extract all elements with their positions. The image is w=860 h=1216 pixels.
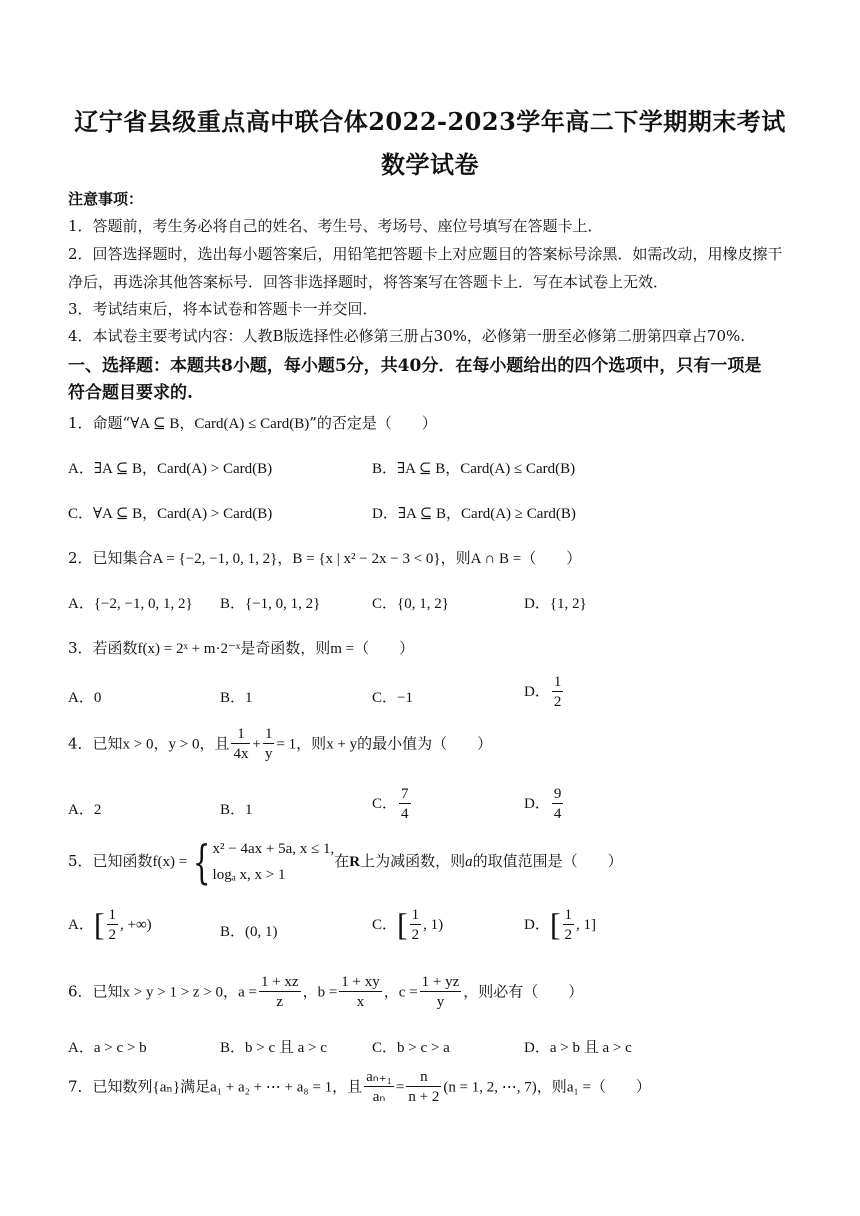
q4-fraction-2: $\frac{1}{y}$ — [264, 726, 273, 762]
q1-option-d: D．∃A ⊆ B，Card(A) ≥ Card(B) — [372, 506, 576, 522]
q4-option-a: A．2 — [68, 802, 102, 818]
q5-case-2: logₐ x, x > 1 — [212, 867, 286, 883]
q1-math: ∀A ⊆ B，Card(A) ≤ Card(B) — [130, 416, 310, 432]
q7-sum: a₁ + a₂ + ⋯ + a₈ = 1 — [210, 1079, 333, 1096]
q3-mid: 是奇函数，则 — [240, 639, 331, 657]
section-heading-line2: 符合题目要求的. — [68, 383, 193, 403]
q3-function: f(x) = 2ˣ + m·2⁻ˣ — [137, 641, 241, 657]
q4-eq: = 1 — [276, 736, 297, 753]
exam-title: 辽宁省县级重点高中联合体2022-2023学年高二下学期期末考试 — [74, 107, 786, 136]
q3-d-fraction: $\frac{1}{2}$ — [553, 674, 562, 710]
notice-heading: 注意事项： — [68, 190, 144, 208]
q5-option-c: C．[ $\frac{1}{2}$ , 1) — [372, 906, 444, 944]
q1-prefix: 1．命题“ — [68, 414, 131, 432]
q2-set-a: A = {−2, −1, 0, 1, 2} — [152, 551, 278, 567]
q3-suffix: （ ） — [354, 639, 415, 657]
q5-brace: { — [193, 835, 211, 889]
q3-option-d — [524, 673, 565, 712]
q4-mid2: ，则 — [296, 734, 327, 753]
q7-sequence: {aₙ} — [152, 1079, 181, 1096]
q4-option-b: B．1 — [220, 802, 253, 818]
q4-expr: x + y — [326, 736, 358, 753]
q2-option-c: C．{0, 1, 2} — [372, 596, 449, 612]
q2-suffix: （ ） — [521, 549, 582, 567]
exam-subtitle: 数学试卷 — [381, 150, 479, 179]
q1-option-b: B．∃A ⊆ B，Card(A) ≤ Card(B) — [372, 461, 576, 477]
q5-mid2: 上为减函数，则 — [360, 852, 466, 870]
q5-prefix: 5．已知函数 — [68, 852, 153, 870]
q2-mid: ，则 — [440, 549, 471, 567]
question-2-stem: 2．已知集合A = {−2, −1, 0, 1, 2}，B = {x | x² − 2x − 3 < 0}，则A ∩ B =（ ） — [68, 549, 582, 567]
q7-ratio-fraction: $\frac{\text{aₙ₊₁}}{\text{aₙ}}$ — [366, 1069, 392, 1105]
q5-case-1: x² − 4ax + 5a, x ≤ 1, — [212, 841, 335, 857]
q1-option-a: A．∃A ⊆ B，Card(A) > Card(B) — [68, 461, 273, 477]
q6-option-a: A．a > c > b — [68, 1040, 147, 1056]
question-6-stem: 6．已知x > y > 1 > z > 0，a = $\frac{1 + xz}{z}$ ，b = $\frac{1 + xy}{x}$ ，c = $\frac{1 + yz}{y}$ ，则必有（ ） — [68, 974, 584, 1010]
q5-option-b: B．(0, 1) — [220, 924, 278, 940]
q4-mid1: ，且 — [199, 734, 230, 753]
q1-suffix: ”的否定是（ ） — [309, 414, 437, 432]
q2-intersection: A ∩ B = — [470, 551, 522, 567]
q2-option-d: D．{1, 2} — [524, 596, 587, 612]
q5-fx: f(x) = — [152, 854, 188, 870]
q6-b-fraction: $\frac{1 + xy}{x}$ — [341, 974, 380, 1010]
q3-var: m = — [330, 641, 355, 657]
q3-d-label: D． — [524, 683, 550, 700]
q7-range: (n = 1, 2, ⋯, 7) — [443, 1079, 537, 1096]
q3-option-a: A．0 — [68, 690, 102, 706]
q2-option-a: A．{−2, −1, 0, 1, 2} — [68, 596, 193, 612]
notice-item-1: 1．答题前，考生务必将自己的姓名、考生号、考场号、座位号填写在答题卡上． — [68, 217, 603, 235]
q4-suffix: 的最小值为（ ） — [357, 734, 493, 753]
q5-mid: 在 — [334, 852, 350, 870]
q5-option-d: D．[ $\frac{1}{2}$ , 1] — [524, 906, 596, 944]
q5-real-set: R — [349, 854, 361, 870]
notice-item-3: 3．考试结束后，将本试卷和答题卡一并交回． — [68, 300, 378, 318]
q5-cases — [213, 836, 335, 888]
section-heading-line1: 一、选择题：本题共8小题，每小题5分，共40分．在每小题给出的四个选项中，只有一项是 — [68, 356, 762, 376]
notice-item-4: 4．本试卷主要考试内容：人教B版选择性必修第三册占30%，必修第一册至必修第二册第四章占70%. — [68, 327, 746, 345]
q4-fraction-1: $\frac{1}{4x}$ — [233, 726, 249, 762]
q6-c-fraction: $\frac{1 + yz}{y}$ — [421, 974, 460, 1010]
q2-set-b: B = {x | x² − 2x − 3 < 0} — [292, 551, 441, 567]
q4-c-fraction: $\frac{7}{4}$ — [401, 786, 409, 822]
q6-condition: x > y > 1 > z > 0 — [122, 984, 224, 1001]
q3-option-c: C．−1 — [372, 690, 413, 706]
q7-rhs-fraction: $\frac{n}{n + 2}$ — [408, 1069, 440, 1105]
q4-condition: x > 0，y > 0 — [122, 736, 200, 753]
q4-option-d: D． $\frac{9}{4}$ — [524, 786, 562, 822]
q5-var: a — [465, 854, 473, 870]
q1-option-c: C．∀A ⊆ B，Card(A) > Card(B) — [68, 506, 273, 522]
q7-target: a₁ = — [566, 1079, 591, 1096]
q6-a-fraction: $\frac{1 + xz}{z}$ — [260, 974, 299, 1010]
q3-prefix: 3．若函数 — [68, 639, 138, 657]
q3-option-b: B．1 — [220, 690, 253, 706]
q6-option-c: C．b > c > a — [372, 1040, 450, 1056]
question-4-stem: 4．已知x > 0，y > 0，且 $\frac{1}{4x}$ + $\frac{1}{y}$ = 1，则x + y的最小值为（ ） — [68, 726, 493, 762]
q6-option-b: B．b > c 且 a > c — [220, 1040, 327, 1056]
q2-option-b: B．{−1, 0, 1, 2} — [220, 596, 321, 612]
q4-prefix: 4．已知 — [68, 734, 123, 753]
q4-option-c: C． $\frac{7}{4}$ — [372, 786, 409, 822]
q5-suffix: 的取值范围是（ ） — [472, 852, 623, 870]
question-7-stem: 7．已知数列{aₙ}满足a₁ + a₂ + ⋯ + a₈ = 1，且 $\frac{\text{aₙ₊₁}}{\text{aₙ}}$ = $\frac{n}{n + 2}$ (n = 1, 2, ⋯, 7)，则a₁ =（ ） — [68, 1069, 651, 1105]
question-3-stem — [68, 637, 414, 658]
notice-item-2a: 2．回答选择题时，选出每小题答案后，用铅笔把答题卡上对应题目的答案标号涂黑．如需改动，用橡皮擦干 — [68, 245, 783, 263]
question-5-stem — [68, 836, 623, 888]
q5-option-a: A．[ $\frac{1}{2}$ , +∞) — [68, 906, 152, 944]
q4-d-fraction: $\frac{9}{4}$ — [553, 786, 562, 822]
q2-prefix: 2．已知集合 — [68, 549, 153, 567]
notice-item-2b: 净后，再选涂其他答案标号．回答非选择题时，将答案写在答题卡上．写在本试卷上无效． — [68, 273, 669, 291]
question-1-stem — [68, 412, 437, 433]
q6-option-d: D．a > b 且 a > c — [524, 1040, 632, 1056]
